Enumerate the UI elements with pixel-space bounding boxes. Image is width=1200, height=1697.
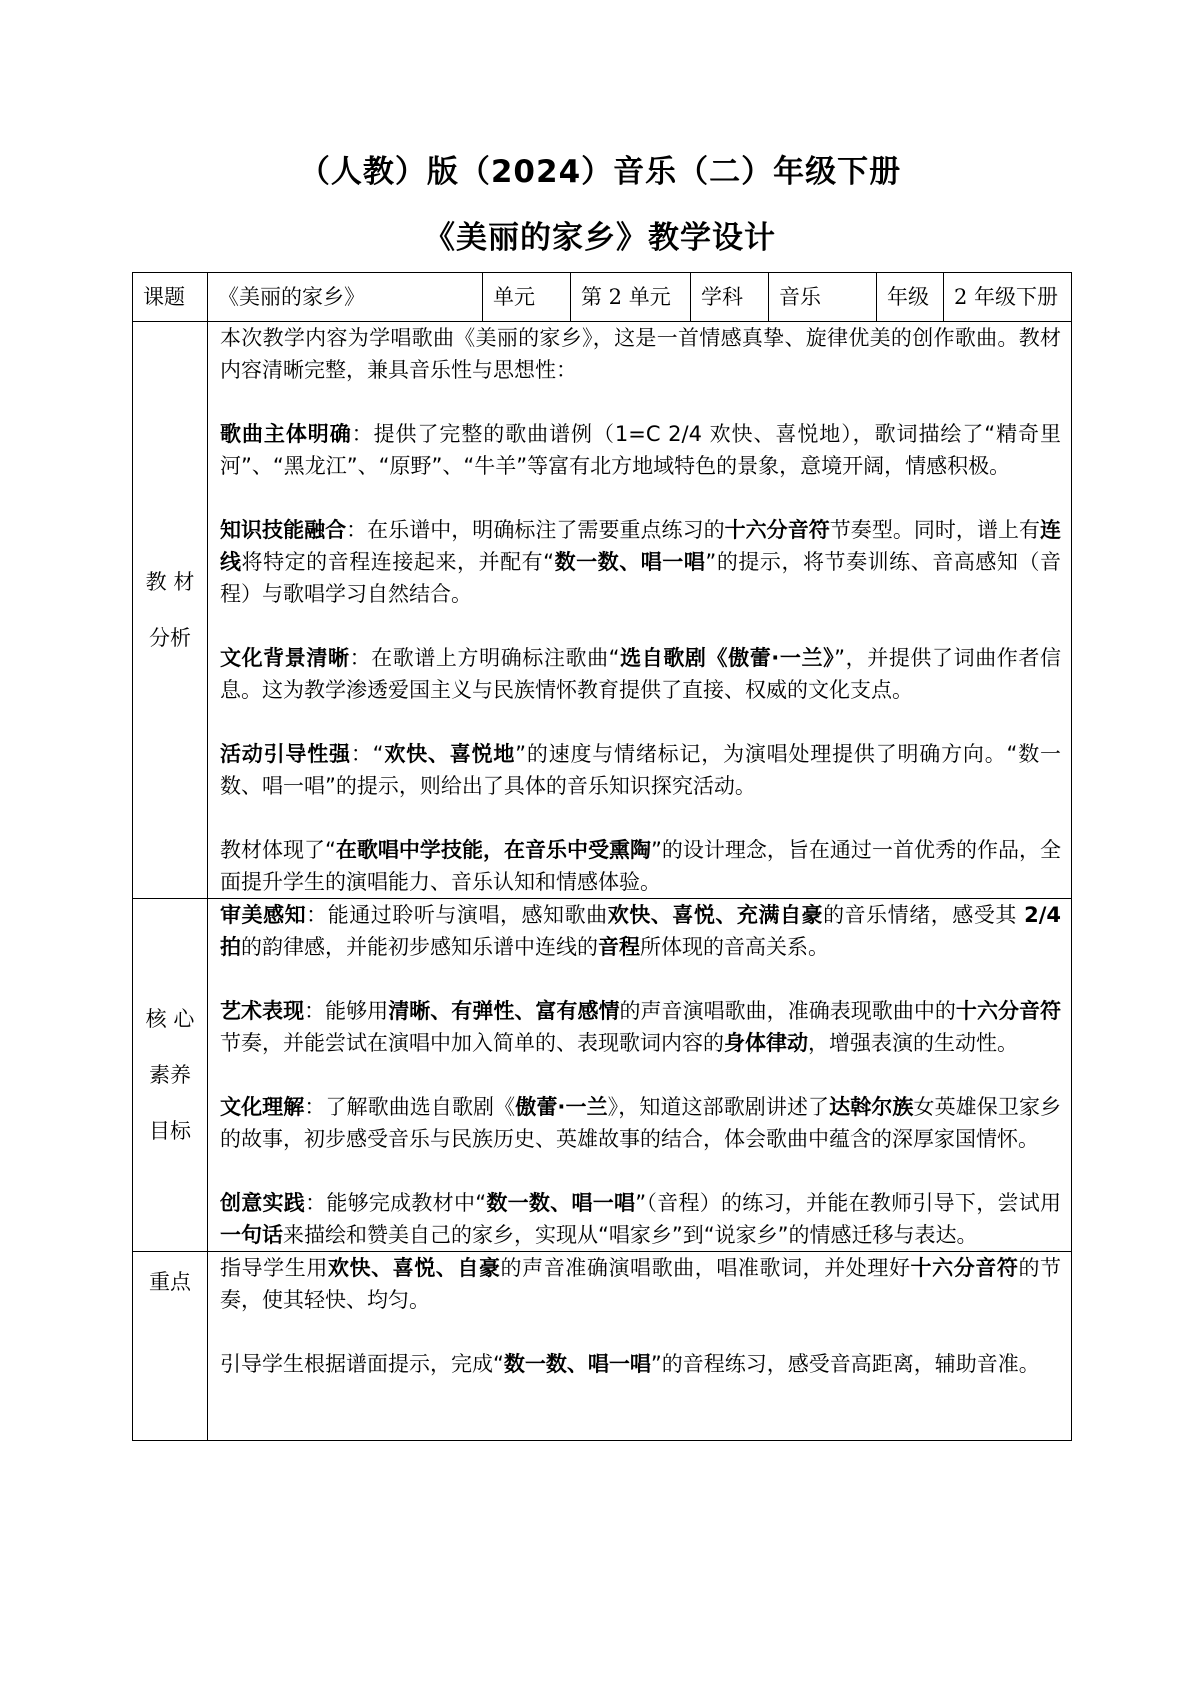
analysis-paragraph: 本次教学内容为学唱歌曲《美丽的家乡》，这是一首情感真挚、旋律优美的创作歌曲。教材内容清晰完整，兼具音乐性与思想性： <box>220 326 1061 382</box>
goal-paragraph: 创意实践：能够完成教材中“数一数、唱一唱”（音程）的练习，并能在教师引导下，尝试用一句话来描绘和赞美自己的家乡，实现从“唱家乡”到“说家乡”的情感迁移与表达。 <box>220 1191 1062 1247</box>
analysis-content <box>208 322 1072 899</box>
analysis-paragraph: 活动引导性强：“欢快、喜悦地”的速度与情绪标记，为演唱处理提供了明确方向。“数一数、唱一唱”的提示，则给出了具体的音乐知识探究活动。 <box>220 742 1062 798</box>
grade-value: 2 年级下册 <box>944 273 1072 322</box>
lesson-plan-table <box>132 272 1072 1441</box>
unit-label: 单元 <box>483 273 571 322</box>
goals-row <box>133 899 1072 1252</box>
subject-value: 音乐 <box>769 273 877 322</box>
goal-paragraph: 审美感知：能通过聆听与演唱，感知歌曲欢快、喜悦、充满自豪的音乐情绪，感受其 2/4 拍的韵律感，并能初步感知乐谱中连线的音程所体现的音高关系。 <box>220 903 1062 959</box>
goals-content <box>208 899 1072 1252</box>
analysis-paragraph: 文化背景清晰：在歌谱上方明确标注歌曲“选自歌剧《傲蕾·一兰》”，并提供了词曲作者信息。这为教学渗透爱国主义与民族情怀教育提供了直接、权威的文化支点。 <box>220 646 1061 702</box>
document-title-line2: 《美丽的家乡》教学设计 <box>424 220 776 256</box>
goal-paragraph: 艺术表现：能够用清晰、有弹性、富有感情的声音演唱歌曲，准确表现歌曲中的十六分音符节奏，并能尝试在演唱中加入简单的、表现歌词内容的身体律动，增强表演的生动性。 <box>220 999 1062 1055</box>
subject-label: 学科 <box>691 273 769 322</box>
analysis-paragraph: 教材体现了“在歌唱中学技能，在音乐中受熏陶”的设计理念，旨在通过一首优秀的作品，全面提升学生的演唱能力、音乐认知和情感体验。 <box>220 838 1061 894</box>
analysis-label: 教 材 分析 <box>133 322 208 899</box>
analysis-paragraph: 歌曲主体明确：提供了完整的歌曲谱例（1=C 2/4 欢快、喜悦地），歌词描绘了“精奇里河”、“黑龙江”、“原野”、“牛羊”等富有北方地域特色的景象，意境开阔，情感积极。 <box>220 422 1061 478</box>
focus-paragraph: 指导学生用欢快、喜悦、自豪的声音准确演唱歌曲，唱准歌词，并处理好十六分音符的节奏，使其轻快、均匀。 <box>220 1256 1062 1312</box>
focus-content <box>208 1252 1072 1441</box>
analysis-paragraph: 知识技能融合：在乐谱中，明确标注了需要重点练习的十六分音符节奏型。同时，谱上有连线将特定的音程连接起来，并配有“数一数、唱一唱”的提示，将节奏训练、音高感知（音程）与歌唱学习自然结合。 <box>220 518 1062 606</box>
grade-label: 年级 <box>877 273 944 322</box>
topic-label: 课题 <box>133 273 208 322</box>
focus-paragraph: 引导学生根据谱面提示，完成“数一数、唱一唱”的音程练习，感受音高距离，辅助音准。 <box>220 1352 1040 1376</box>
goals-label: 核 心 素养 目标 <box>133 899 208 1252</box>
focus-row <box>133 1252 1072 1441</box>
topic-value: 《美丽的家乡》 <box>208 273 483 322</box>
document-title-line1: （人教）版（2024）音乐（二）年级下册 <box>298 154 902 190</box>
goal-paragraph: 文化理解：了解歌曲选自歌剧《傲蕾·一兰》，知道这部歌剧讲述了达斡尔族女英雄保卫家乡的故事，初步感受音乐与民族历史、英雄故事的结合，体会歌曲中蕴含的深厚家国情怀。 <box>220 1095 1062 1151</box>
unit-value: 第 2 单元 <box>571 273 691 322</box>
header-row <box>133 273 1072 322</box>
focus-label: 重点 <box>133 1252 208 1441</box>
analysis-row <box>133 322 1072 899</box>
